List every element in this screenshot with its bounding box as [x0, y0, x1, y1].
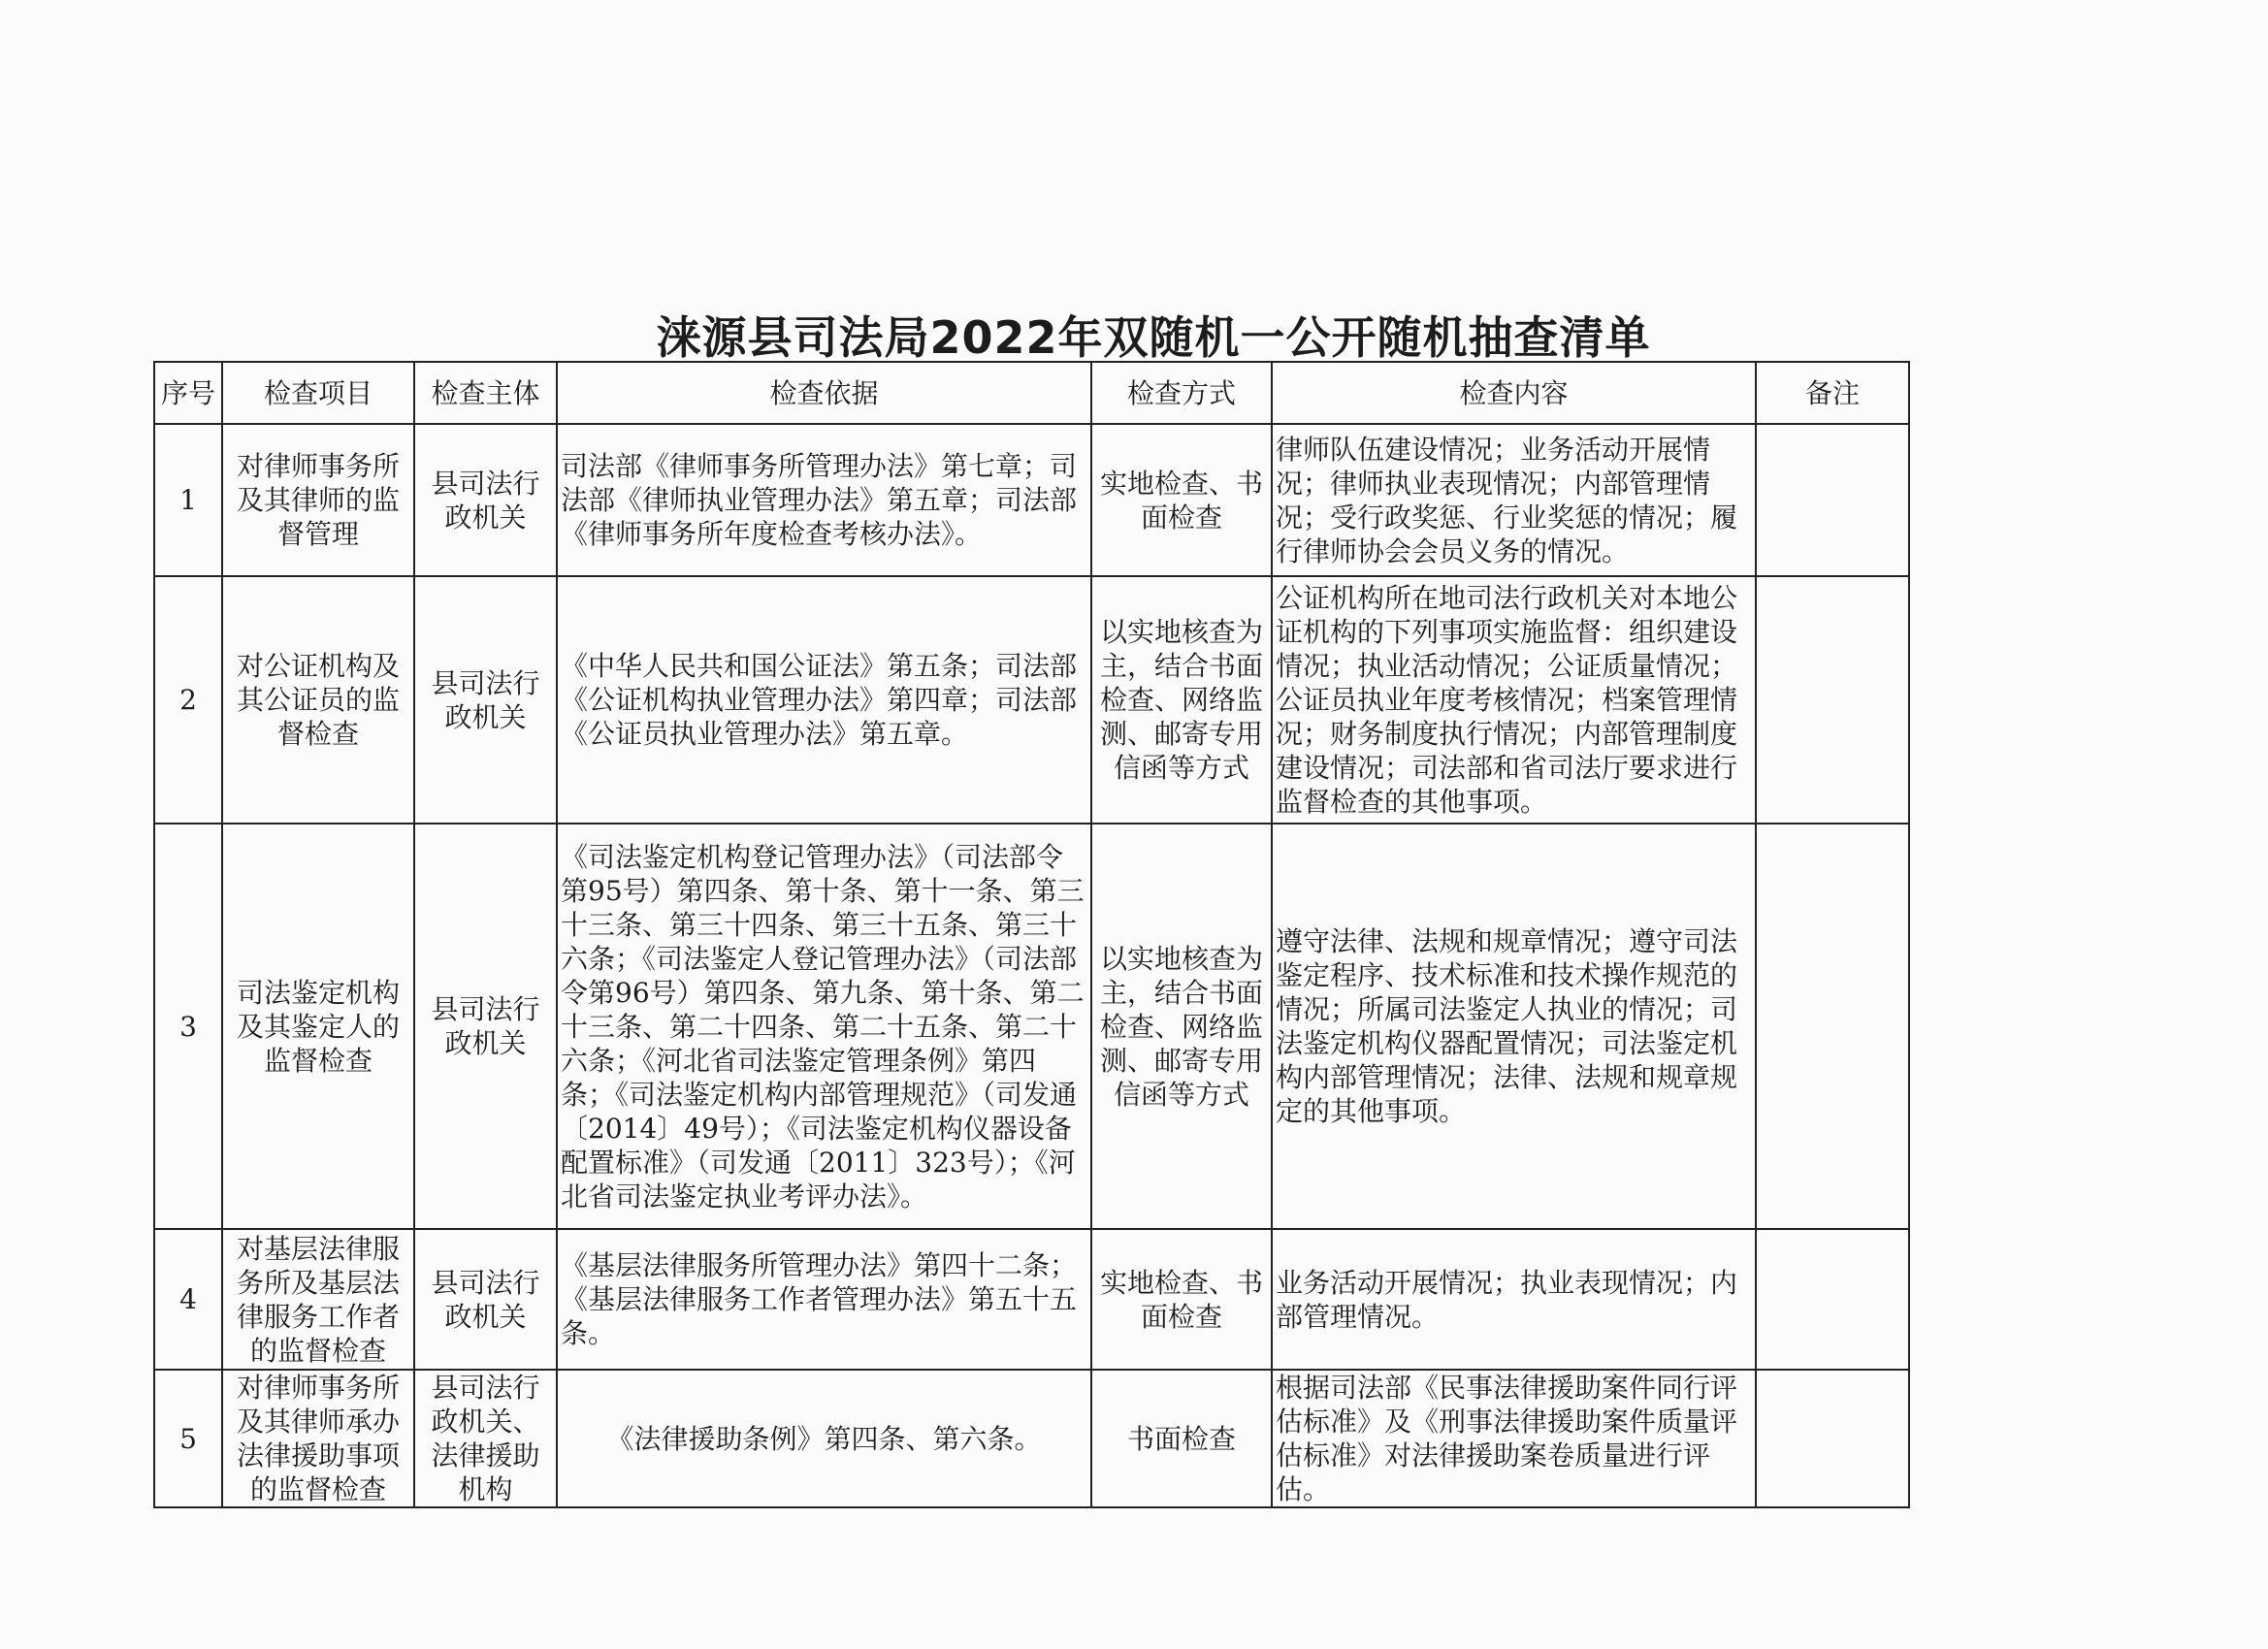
cell-basis: 《中华人民共和国公证法》第五条；司法部《公证机构执业管理办法》第四章；司法部《公证员执业管理办法》第五章。 — [557, 576, 1091, 824]
header-note: 备注 — [1756, 362, 1909, 424]
cell-content: 律师队伍建设情况；业务活动开展情况；律师执业表现情况；内部管理情况；受行政奖惩、行业奖惩的情况；履行律师协会会员义务的情况。 — [1272, 424, 1756, 576]
cell-basis: 《司法鉴定机构登记管理办法》（司法部令第95号）第四条、第十条、第十一条、第三十三条、第三十四条、第三十五条、第三十六条；《司法鉴定人登记管理办法》（司法部令第96号）第四条、第九条、第十条、第二十三条、第二十四条、第二十五条、第二十六条；《河北省司法鉴定管理条例》第四条；《司法鉴定机构内部管理规范》（司发通〔2014〕49号）；《司法鉴定机构仪器设备配置标准》（司发通〔2011〕323号）；《河北省司法鉴定执业考评办法》。 — [557, 824, 1091, 1229]
header-subject: 检查主体 — [414, 362, 557, 424]
cell-method: 实地检查、书面检查 — [1091, 1229, 1272, 1370]
header-no: 序号 — [154, 362, 222, 424]
header-method: 检查方式 — [1091, 362, 1272, 424]
table-header-row — [154, 362, 1909, 424]
cell-content: 根据司法部《民事法律援助案件同行评估标准》及《刑事法律援助案件质量评估标准》对法律援助案卷质量进行评估。 — [1272, 1370, 1756, 1507]
page-title: 涞源县司法局2022年双随机一公开随机抽查清单 — [656, 311, 1651, 364]
table-row — [154, 1229, 1909, 1370]
cell-subject: 县司法行政机关 — [414, 1229, 557, 1370]
cell-content: 公证机构所在地司法行政机关对本地公证机构的下列事项实施监督：组织建设情况；执业活动情况；公证质量情况；公证员执业年度考核情况；档案管理情况；财务制度执行情况；内部管理制度建设情况；司法部和省司法厅要求进行监督检查的其他事项。 — [1272, 576, 1756, 824]
cell-basis: 司法部《律师事务所管理办法》第七章；司法部《律师执业管理办法》第五章；司法部《律师事务所年度检查考核办法》。 — [557, 424, 1091, 576]
cell-item: 对基层法律服务所及基层法律服务工作者的监督检查 — [222, 1229, 414, 1370]
table-row — [154, 824, 1909, 1229]
cell-subject: 县司法行政机关 — [414, 824, 557, 1229]
cell-no: 2 — [154, 576, 222, 824]
cell-note — [1756, 1370, 1909, 1507]
cell-basis: 《法律援助条例》第四条、第六条。 — [557, 1370, 1091, 1507]
cell-basis: 《基层法律服务所管理办法》第四十二条；《基层法律服务工作者管理办法》第五十五条。 — [557, 1229, 1091, 1370]
header-item: 检查项目 — [222, 362, 414, 424]
cell-item: 司法鉴定机构及其鉴定人的监督检查 — [222, 824, 414, 1229]
cell-subject: 县司法行政机关、法律援助机构 — [414, 1370, 557, 1507]
cell-item: 对律师事务所及其律师承办法律援助事项的监督检查 — [222, 1370, 414, 1507]
cell-no: 5 — [154, 1370, 222, 1507]
cell-content: 遵守法律、法规和规章情况；遵守司法鉴定程序、技术标准和技术操作规范的情况；所属司法鉴定人执业的情况；司法鉴定机构仪器配置情况；司法鉴定机构内部管理情况；法律、法规和规章规定的其他事项。 — [1272, 824, 1756, 1229]
cell-note — [1756, 576, 1909, 824]
cell-subject: 县司法行政机关 — [414, 576, 557, 824]
table-row — [154, 576, 1909, 824]
cell-method: 书面检查 — [1091, 1370, 1272, 1507]
cell-item: 对公证机构及其公证员的监督检查 — [222, 576, 414, 824]
cell-method: 实地检查、书面检查 — [1091, 424, 1272, 576]
cell-note — [1756, 824, 1909, 1229]
header-content: 检查内容 — [1272, 362, 1756, 424]
cell-note — [1756, 424, 1909, 576]
cell-no: 3 — [154, 824, 222, 1229]
cell-item: 对律师事务所及其律师的监督管理 — [222, 424, 414, 576]
inspection-table — [153, 361, 1910, 1508]
cell-no: 4 — [154, 1229, 222, 1370]
table-row — [154, 424, 1909, 576]
cell-method: 以实地核查为主，结合书面检查、网络监测、邮寄专用信函等方式 — [1091, 576, 1272, 824]
table-row — [154, 1370, 1909, 1507]
header-basis: 检查依据 — [557, 362, 1091, 424]
cell-subject: 县司法行政机关 — [414, 424, 557, 576]
cell-note — [1756, 1229, 1909, 1370]
cell-method: 以实地核查为主，结合书面检查、网络监测、邮寄专用信函等方式 — [1091, 824, 1272, 1229]
cell-no: 1 — [154, 424, 222, 576]
cell-content: 业务活动开展情况；执业表现情况；内部管理情况。 — [1272, 1229, 1756, 1370]
